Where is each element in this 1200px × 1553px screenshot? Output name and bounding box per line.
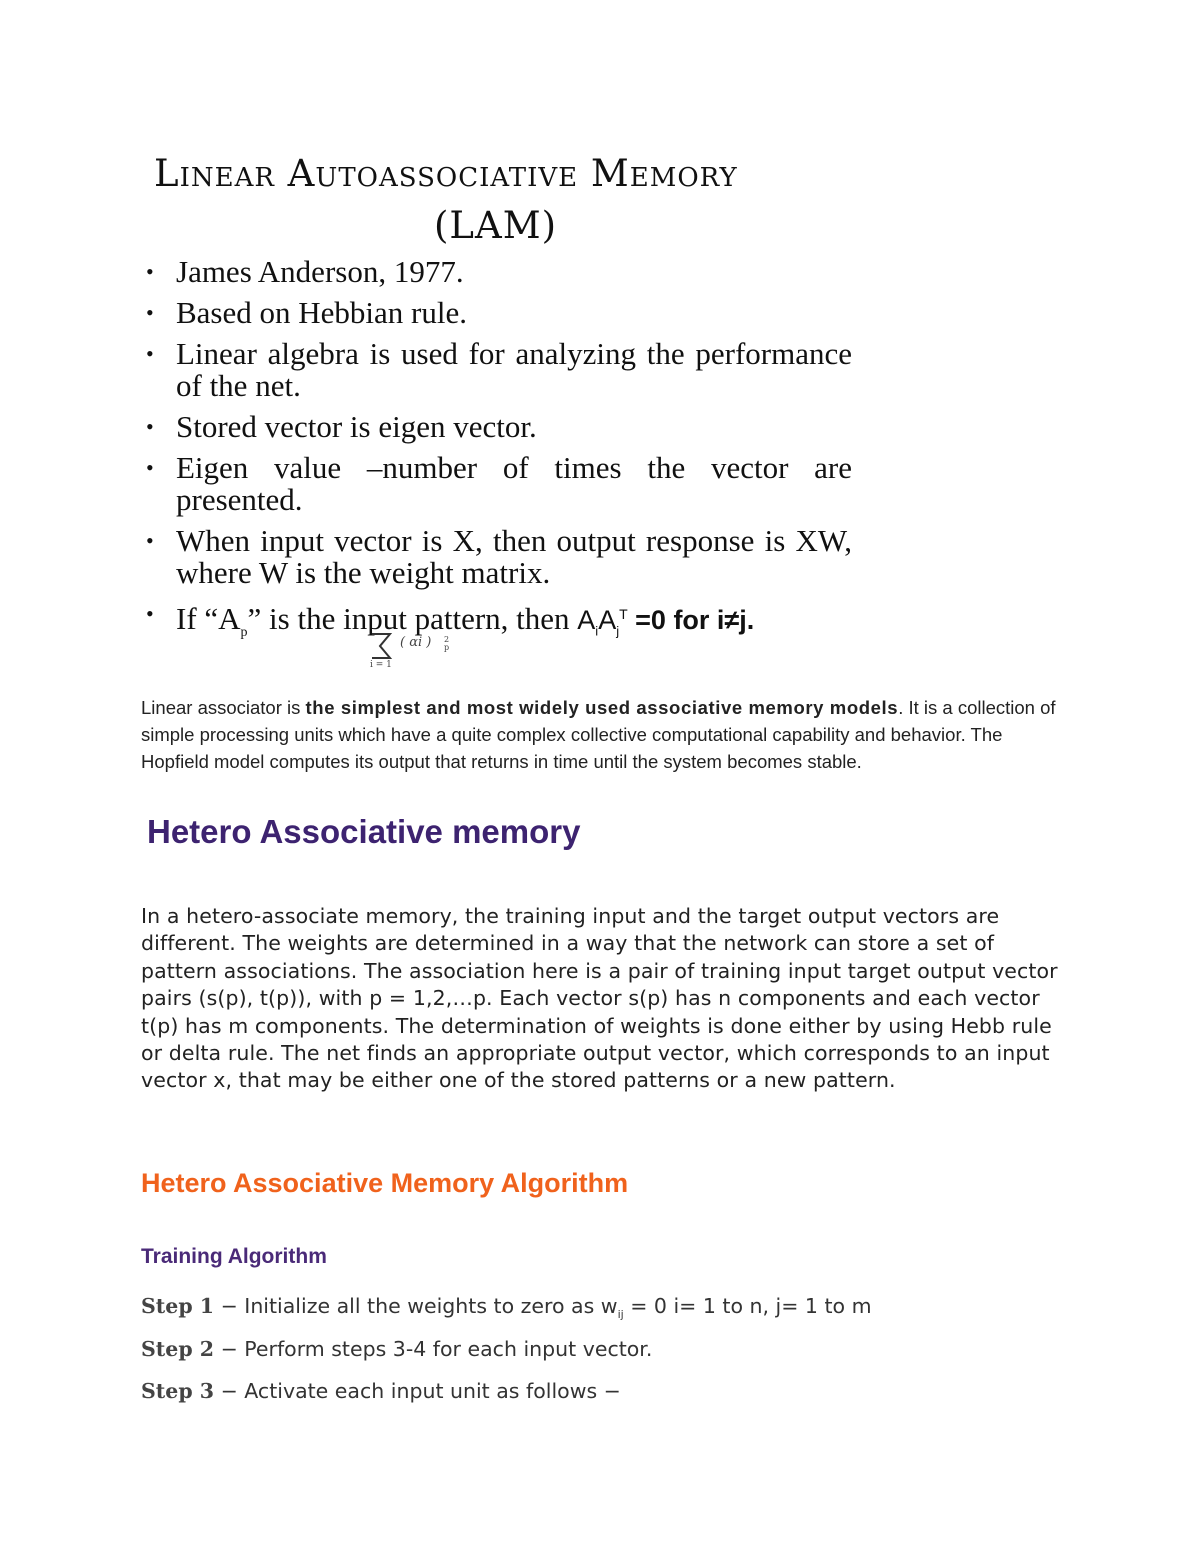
bullet-dot-icon: • bbox=[146, 601, 154, 626]
orthogonality-formula: $A_iA_j^T =0$ for i≠j. bbox=[577, 605, 755, 639]
svg-text:i = 1: i = 1 bbox=[370, 660, 392, 668]
summation-formula-image bbox=[366, 628, 526, 668]
slide-bullet: • Based on Hebbian rule. bbox=[146, 295, 467, 330]
heading-training-algorithm: Training Algorithm bbox=[141, 1245, 327, 1268]
step-1: Step 1 − Initialize all the weights to zero as $w_{ij} = 0$ i= 1 to n, j= 1 to m bbox=[141, 1294, 872, 1322]
svg-text:( αi ): ( αi ) bbox=[400, 635, 432, 650]
step-3: Step 3 − Activate each input unit as follows − bbox=[141, 1379, 621, 1403]
bullet-dot-icon: • bbox=[146, 455, 154, 480]
slide-bullet: • When input vector is X, then output response is XW, where W is the weight matrix. bbox=[146, 523, 852, 590]
heading-algorithm: Hetero Associative Memory Algorithm bbox=[141, 1168, 629, 1198]
svg-text:p: p bbox=[444, 643, 450, 652]
slide-title-line-2: (LAM) bbox=[434, 204, 558, 247]
slide-bullet: • Stored vector is eigen vector. bbox=[146, 409, 537, 444]
bullet-dot-icon: • bbox=[146, 341, 154, 366]
slide-title bbox=[150, 146, 850, 254]
slide-bullet: • Linear algebra is used for analyzing the performance of the net. bbox=[146, 336, 852, 403]
linear-associator-paragraph: Linear associator is the simplest and most widely used associative memory models. It is a collection of simple processing units which have a quite complex collective computational capability and behavior. The Hopfield model computes its output that returns in time until the system becomes stable. bbox=[141, 697, 1056, 772]
slide-title-line-1: Linear Autoassociative Memory bbox=[154, 152, 738, 195]
heading-hetero-associative-memory: Hetero Associative memory bbox=[147, 813, 581, 850]
slide-bullet-list bbox=[140, 256, 852, 658]
slide-bullet: • James Anderson, 1977. bbox=[146, 254, 464, 289]
slide-bullet: • If “$A_p$” is the input pattern, then $A_iA_j^T =0$ for i≠j. bbox=[140, 598, 852, 649]
svg-text:2: 2 bbox=[444, 635, 450, 644]
bullet-dot-icon: • bbox=[146, 300, 154, 325]
bullet-dot-icon: • bbox=[146, 528, 154, 553]
hetero-memory-paragraph: In a hetero-associate memory, the training input and the target output vectors are different. The weights are determined in a way that the network can store a set of pattern associations. The association here is a pair of training input target output vector pairs (s(p), t(p)), with p = 1,2,…p. Each vector s(p) has n components and each vector t(p) has m components. The determination of weights is done either by using Hebb rule or delta rule. The net finds an appropriate output vector, which corresponds to an input vector x, that may be either one of the stored patterns or a new pattern. bbox=[141, 904, 1058, 1093]
bullet-dot-icon: • bbox=[146, 414, 154, 439]
slide-bullet: • Eigen value –number of times the vector are presented. bbox=[146, 450, 852, 517]
step-2: Step 2 − Perform steps 3-4 for each input vector. bbox=[141, 1337, 653, 1361]
bullet-dot-icon: • bbox=[146, 259, 154, 284]
